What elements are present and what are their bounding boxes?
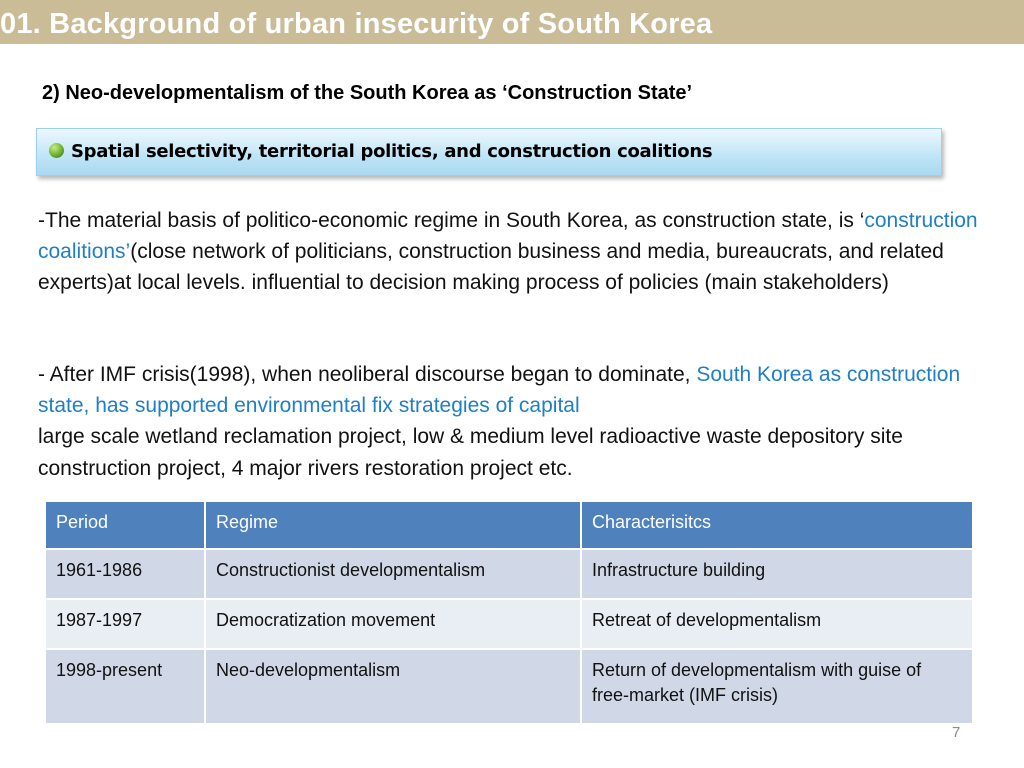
cell-regime: Neo-developmentalism [205,649,581,724]
cell-period: 1998-present [45,649,205,724]
header-characteristics: Characterisitcs [581,501,973,549]
slide-title: 01. Background of urban insecurity of South Korea [0,8,713,40]
paragraph1-text-end: influential to decision making process of policies (main stakeholders) [251,271,889,294]
title-bar [0,0,1024,44]
header-regime: Regime [205,501,581,549]
green-bullet-icon [49,143,64,158]
cell-period: 1961-1986 [45,549,205,599]
paragraph2-text-start: - After IMF crisis(1998), when neoliberal discourse began to dominate, [38,363,697,386]
paragraph1-text-start: -The material basis of politico-economic regime in South Korea, as construction state, is ‘ [38,209,865,232]
paragraph1-highlight: construction coalitions’ [38,209,978,263]
paragraph-construction-coalitions [38,205,978,299]
paragraph2-text-end: large scale wetland reclamation project, low & medium level radioactive waste depository site construction project, 4 major rivers restoration project etc. [38,425,903,480]
cell-regime: Constructionist developmentalism [205,549,581,599]
cell-characteristics: Infrastructure building [581,549,973,599]
page-number: 7 [952,724,961,741]
cell-regime: Democratization movement [205,599,581,649]
paragraph-imf-crisis [38,359,978,484]
table-row [45,549,973,599]
bullet-heading: Spatial selectivity, territorial politics, and construction coalitions [71,141,713,162]
cell-period: 1987-1997 [45,599,205,649]
header-period: Period [45,501,205,549]
regime-table [44,500,974,725]
table-row [45,649,973,724]
cell-characteristics: Return of developmentalism with guise of free-market (IMF crisis) [581,649,973,724]
paragraph1-text-middle: (close network of politicians, construction business and media, bureaucrats, and related experts)at local levels. [38,240,944,294]
slide-subtitle: 2) Neo-developmentalism of the South Korea as ‘Construction State’ [42,82,693,104]
bullet-heading-box [36,128,942,176]
table-header-row [45,501,973,549]
paragraph2-highlight: South Korea as construction state, has supported environmental fix strategies of capital [38,363,961,417]
cell-characteristics: Retreat of developmentalism [581,599,973,649]
table-row [45,599,973,649]
